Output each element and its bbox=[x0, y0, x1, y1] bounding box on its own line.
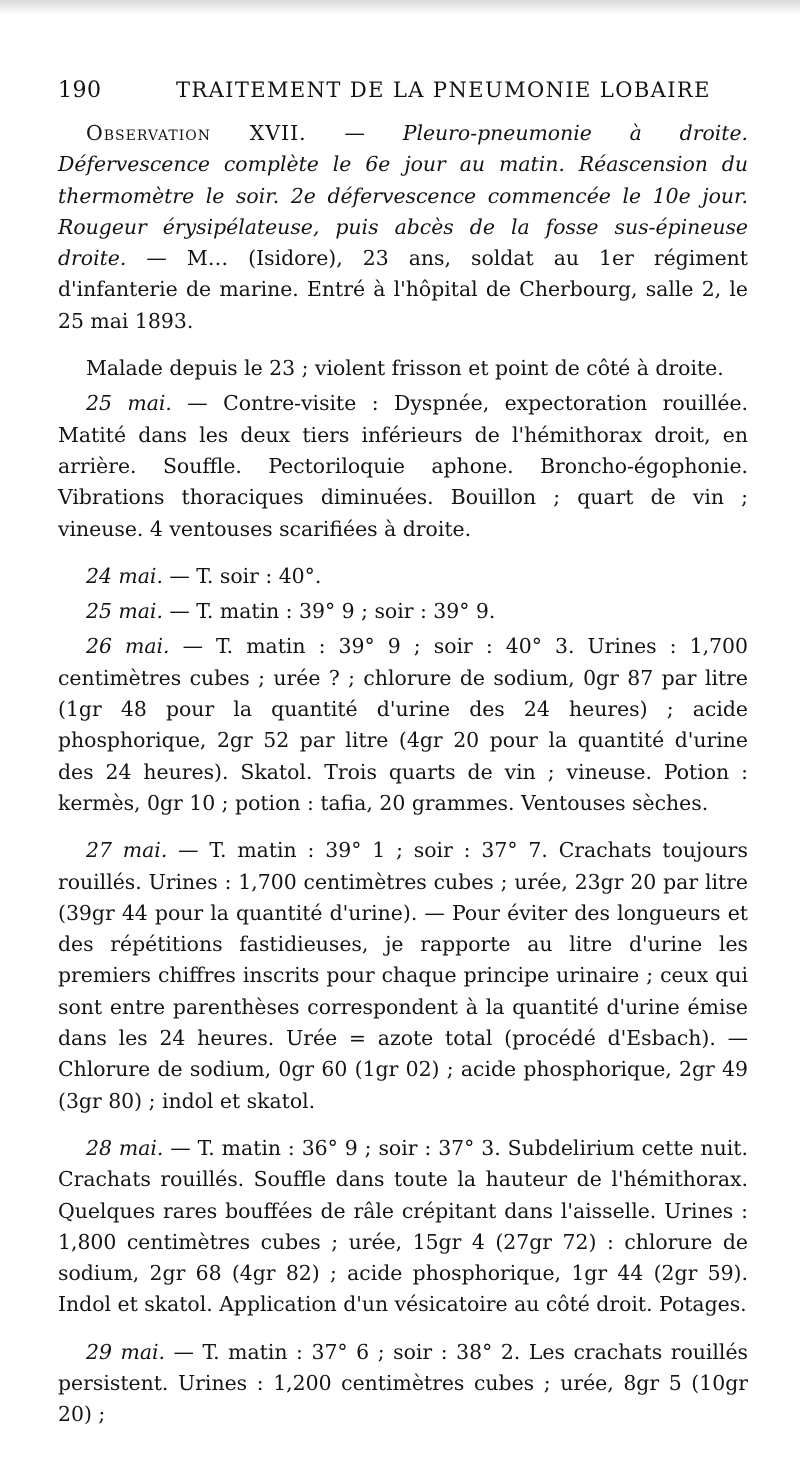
paragraph-day-entry bbox=[58, 596, 748, 627]
paragraph-text: Malade depuis le 23 ; violent frisson et point de côté à droite. bbox=[86, 356, 724, 381]
page-number: 190 bbox=[58, 78, 102, 103]
paragraph-onset bbox=[58, 353, 748, 384]
observation-heading bbox=[58, 118, 748, 337]
paragraph-text: — T. matin : 36° 9 ; soir : 37° 3. Subdelirium cette nuit. Crachats rouillés. Souffle dans toute la hauteur de l'hémithorax. Quelques rares bouffées de râle crépitant dans l'aisselle. Urines : 1,800 centimètres cubes ; urée, 15gr 4 (27gr 72) : chlorure de sodium, 2gr 68 (4gr 82) ; acide phosphorique, 1gr 44 (2gr 59). Indol et skatol. Application d'un vésicatoire au côté droit. Potages. bbox=[58, 1135, 748, 1317]
entry-date: 27 mai. bbox=[86, 838, 168, 863]
page-body bbox=[58, 118, 748, 1431]
running-title: TRAITEMENT DE LA PNEUMONIE LOBAIRE bbox=[176, 78, 711, 102]
observation-summary: — Pleuro-pneumonie à droite. Défervescence complète le 6e jour au matin. Réascension du thermomètre le soir. 2e défervescence commencée le 10e jour. Rougeur érysipélateuse, puis abcès de la fosse sus-épineuse droite. bbox=[58, 121, 748, 271]
observation-label: Observation XVII. bbox=[86, 121, 307, 145]
paragraph-text: — T. matin : 39° 9 ; soir : 39° 9. bbox=[162, 599, 496, 624]
paragraph-day-entry bbox=[58, 561, 748, 592]
entry-date: 24 mai. bbox=[86, 563, 163, 588]
entry-date: 25 mai. bbox=[86, 391, 172, 416]
entry-date: 29 mai. bbox=[86, 1339, 165, 1364]
entry-date: 26 mai. bbox=[86, 634, 170, 659]
patient-details: — M… (Isidore), 23 ans, soldat au 1er régiment d'infanterie de marine. Entré à l'hôpital de Cherbourg, salle 2, le 25 mai 1893. bbox=[58, 246, 748, 333]
paragraph-text: — Contre-visite : Dyspnée, expectoration rouillée. Matité dans les deux tiers inférieurs de l'hémithorax droit, en arrière. Souffle. Pectoriloquie aphone. Broncho-égophonie. Vibrations thoraciques diminuées. Bouillon ; quart de vin ; vineuse. 4 ventouses scarifiées à droite. bbox=[58, 391, 748, 541]
paragraph-day-entry bbox=[58, 1337, 748, 1431]
paragraph-text: — T. matin : 39° 1 ; soir : 37° 7. Crachats toujours rouillés. Urines : 1,700 centimètres cubes ; urée, 23gr 20 par litre (39gr 44 pour la quantité d'urine). — Pour éviter des longueurs et des répétitions fastidieuses, je rapporte au litre d'urine les premiers chiffres inscrits pour chaque principe urinaire ; ceux qui sont entre parenthèses correspondent à la quantité d'urine émise dans les 24 heures. Urée = azote total (procédé d'Esbach). — Chlorure de sodium, 0gr 60 (1gr 02) ; acide phosphorique, 2gr 49 (3gr 80) ; indol et skatol. bbox=[58, 838, 748, 1113]
paragraph-text: — T. matin : 37° 6 ; soir : 38° 2. Les crachats rouillés persistent. Urines : 1,200 centimètres cubes ; urée, 8gr 5 (10gr 20) ; bbox=[58, 1339, 748, 1427]
paragraph-text: — T. soir : 40°. bbox=[162, 563, 322, 588]
paragraph-day-entry bbox=[58, 388, 748, 544]
page-header bbox=[58, 78, 744, 112]
paragraph-day-entry bbox=[58, 835, 748, 1117]
scan-edge-shading bbox=[0, 0, 800, 14]
entry-date: 25 mai. bbox=[86, 599, 163, 624]
paragraph-day-entry bbox=[58, 631, 748, 819]
paragraph-text: — T. matin : 39° 9 ; soir : 40° 3. Urines : 1,700 centimètres cubes ; urée ? ; chlorure de sodium, 0gr 87 par litre (1gr 48 pour la quantité d'urine des 24 heures) ; acide phosphorique, 2gr 52 par litre (4gr 20 pour la quantité d'urine des 24 heures). Skatol. Trois quarts de vin ; vineuse. Potion : kermès, 0gr 10 ; potion : tafia, 20 grammes. Ventouses sèches. bbox=[58, 634, 748, 815]
paragraph-day-entry bbox=[58, 1133, 748, 1321]
entry-date: 28 mai. bbox=[86, 1135, 164, 1160]
